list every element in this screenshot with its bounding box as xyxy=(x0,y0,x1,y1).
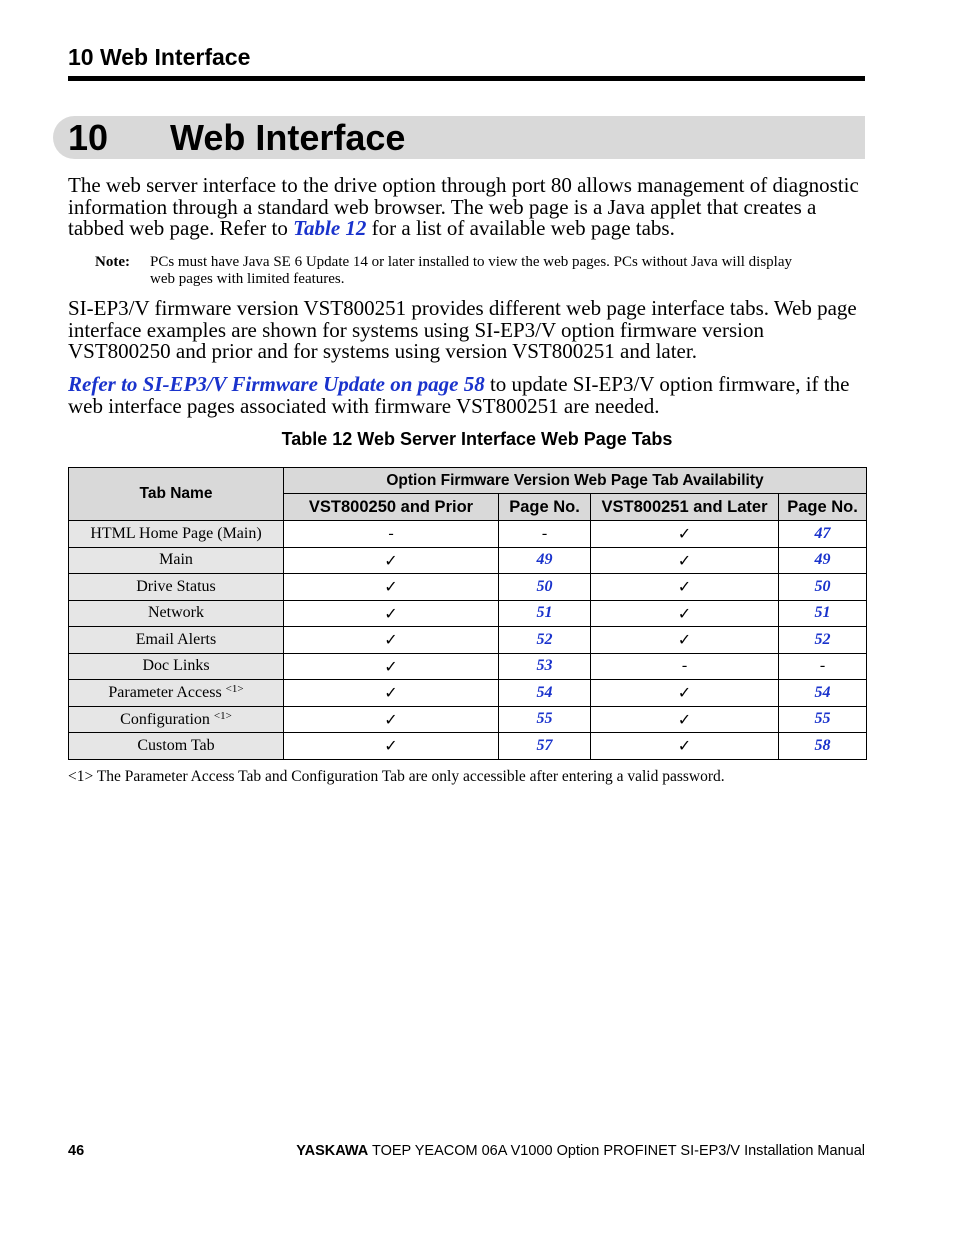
table-caption: Table 12 Web Server Interface Web Page Tabs xyxy=(281,429,673,449)
tab-name-cell xyxy=(69,547,284,574)
old-availability-cell: ✓ xyxy=(284,733,499,760)
tab-name-cell xyxy=(69,521,284,548)
table-row xyxy=(69,733,867,760)
tab-name: Configuration xyxy=(120,710,210,728)
page-link[interactable]: 50 xyxy=(814,577,831,595)
page-link[interactable]: 49 xyxy=(536,551,553,569)
old-availability-cell: ✓ xyxy=(284,547,499,574)
new-availability-cell: ✓ xyxy=(591,733,779,760)
page-number: 46 xyxy=(68,1143,85,1159)
tab-name-cell xyxy=(69,733,284,760)
page-link[interactable]: 58 xyxy=(814,736,831,754)
table-footnote: <1> The Parameter Access Tab and Configuration Tab are only accessible after entering a valid password. xyxy=(68,768,725,785)
page-link[interactable]: 51 xyxy=(814,604,831,622)
new-page-cell xyxy=(779,680,867,707)
tab-name: Email Alerts xyxy=(135,630,217,648)
page-link[interactable]: 50 xyxy=(536,577,553,595)
tab-name-cell xyxy=(69,627,284,654)
page-link[interactable]: 47 xyxy=(814,524,831,542)
table-row xyxy=(69,680,867,707)
old-page-cell xyxy=(499,653,591,680)
tab-name: HTML Home Page (Main) xyxy=(90,524,262,542)
page-link[interactable]: 54 xyxy=(814,683,831,701)
old-page-cell xyxy=(499,733,591,760)
page-link[interactable]: 52 xyxy=(814,630,831,648)
header-old-page: Page No. xyxy=(499,494,591,521)
page-link[interactable]: 55 xyxy=(536,710,553,728)
tab-name: Parameter Access xyxy=(108,684,222,702)
new-availability-cell: ✓ xyxy=(591,627,779,654)
old-page-cell xyxy=(499,574,591,601)
page-link[interactable]: 53 xyxy=(536,657,553,675)
header-rule xyxy=(68,76,865,81)
old-page-cell: - xyxy=(499,521,591,548)
old-availability-cell: ✓ xyxy=(284,680,499,707)
intro-text-before: The web server interface to the drive option through port 80 allows management of diagnostic information through a standard web browser. The web page is a Java applet that creates a tabbed web page. Refer to xyxy=(68,173,859,241)
new-availability-cell: ✓ xyxy=(591,547,779,574)
intro-text-after: for a list of available web page tabs. xyxy=(366,216,675,241)
note-text: PCs must have Java SE 6 Update 14 or later installed to view the web pages. PCs without Java will display web pages with limited features. xyxy=(150,254,792,287)
section-number: 10 xyxy=(68,117,109,158)
footer-brand: YASKAWA xyxy=(296,1143,369,1159)
new-availability-cell: ✓ xyxy=(591,600,779,627)
table-row xyxy=(69,574,867,601)
running-header: 10 Web Interface xyxy=(68,44,251,70)
table-row xyxy=(69,627,867,654)
table-row xyxy=(69,547,867,574)
section-title: Web Interface xyxy=(170,117,406,158)
header-new-page: Page No. xyxy=(779,494,867,521)
page-link[interactable]: 55 xyxy=(814,710,831,728)
firmware-paragraph: SI-EP3/V firmware version VST800251 provides different web page interface tabs. Web page interface examples are shown for systems using SI-EP3/V option firmware version VST800250 and prior and for systems using version VST800251 and later. xyxy=(68,296,857,364)
new-page-cell xyxy=(779,574,867,601)
new-availability-cell: ✓ xyxy=(591,680,779,707)
firmware-update-link[interactable]: Refer to SI-EP3/V Firmware Update on page 58 xyxy=(68,372,485,396)
old-page-cell xyxy=(499,600,591,627)
tab-name-cell xyxy=(69,600,284,627)
update-text-after: to update SI-EP3/V option firmware, if the web interface pages associated with firmware VST800251 are needed. xyxy=(68,372,850,418)
tab-name-cell xyxy=(69,574,284,601)
footnote-marker: <1> xyxy=(213,709,232,722)
header-tab-name: Tab Name xyxy=(69,468,284,521)
tab-name: Main xyxy=(159,551,193,569)
note-label: Note: xyxy=(95,254,130,270)
old-availability-cell: ✓ xyxy=(284,600,499,627)
new-page-cell: - xyxy=(779,653,867,680)
old-availability-cell: ✓ xyxy=(284,706,499,733)
old-availability-cell: ✓ xyxy=(284,574,499,601)
new-page-cell xyxy=(779,521,867,548)
old-page-cell xyxy=(499,680,591,707)
old-availability-cell: ✓ xyxy=(284,627,499,654)
page-link[interactable]: 54 xyxy=(536,683,553,701)
header-old-firmware: VST800250 and Prior xyxy=(284,494,499,521)
tab-name: Drive Status xyxy=(136,577,216,595)
footer-doc-title xyxy=(296,1143,865,1159)
web-tabs-table xyxy=(68,467,867,760)
page-link[interactable]: 49 xyxy=(814,551,831,569)
intro-paragraph xyxy=(68,175,868,240)
new-page-cell xyxy=(779,627,867,654)
table-row xyxy=(69,600,867,627)
new-page-cell xyxy=(779,706,867,733)
old-page-cell xyxy=(499,706,591,733)
new-availability-cell: ✓ xyxy=(591,574,779,601)
tab-name: Doc Links xyxy=(142,657,210,675)
table-row xyxy=(69,706,867,733)
table-row xyxy=(69,653,867,680)
old-page-cell xyxy=(499,547,591,574)
page-link[interactable]: 57 xyxy=(536,736,553,754)
old-availability-cell: - xyxy=(284,521,499,548)
new-availability-cell: - xyxy=(591,653,779,680)
header-availability-group: Option Firmware Version Web Page Tab Availability xyxy=(284,468,867,494)
new-availability-cell: ✓ xyxy=(591,521,779,548)
new-page-cell xyxy=(779,547,867,574)
table-12-link[interactable]: Table 12 xyxy=(293,216,367,241)
footer-title-text: TOEP YEACOM 06A V1000 Option PROFINET SI-EP3/V Installation Manual xyxy=(368,1143,865,1159)
tab-name-cell xyxy=(69,653,284,680)
tab-name-cell xyxy=(69,680,284,707)
page-link[interactable]: 51 xyxy=(536,604,553,622)
page-link[interactable]: 52 xyxy=(536,630,553,648)
old-availability-cell: ✓ xyxy=(284,653,499,680)
new-page-cell xyxy=(779,600,867,627)
header-new-firmware: VST800251 and Later xyxy=(591,494,779,521)
tab-name: Custom Tab xyxy=(137,736,215,754)
tab-name: Network xyxy=(148,604,204,622)
tab-name-cell xyxy=(69,706,284,733)
update-paragraph xyxy=(68,374,868,417)
table-row xyxy=(69,521,867,548)
footnote-marker: <1> xyxy=(225,683,244,696)
new-availability-cell: ✓ xyxy=(591,706,779,733)
old-page-cell xyxy=(499,627,591,654)
new-page-cell xyxy=(779,733,867,760)
